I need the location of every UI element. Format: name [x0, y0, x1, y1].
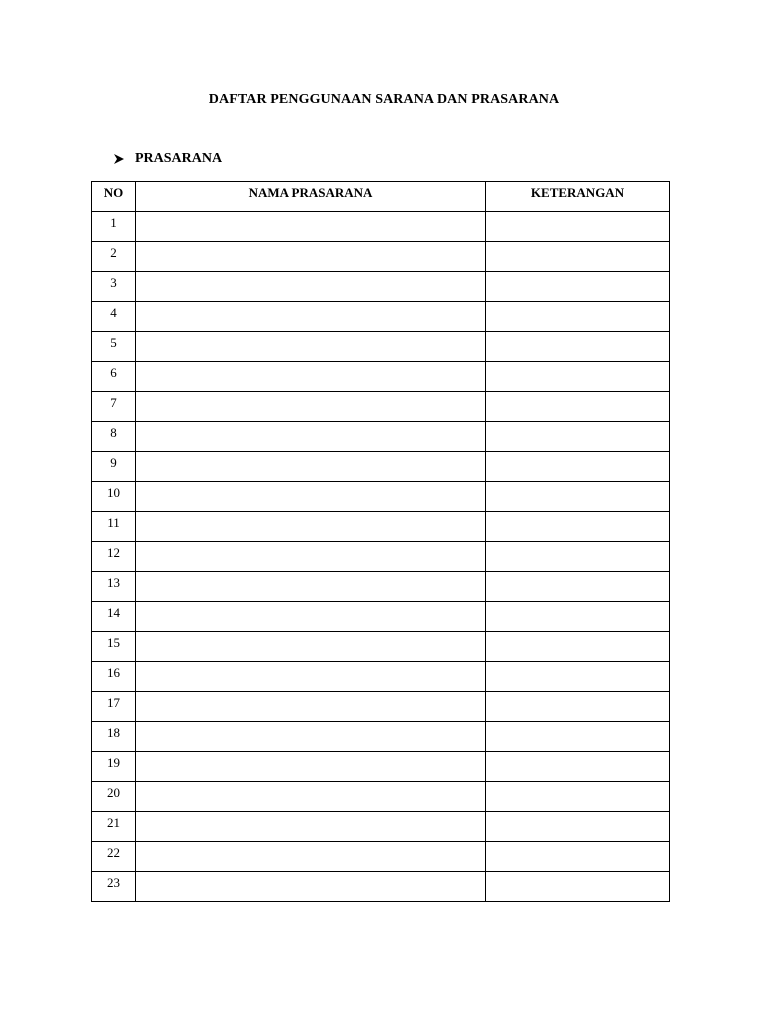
keterangan-cell[interactable] [486, 602, 670, 632]
keterangan-cell[interactable] [486, 392, 670, 422]
page-title: DAFTAR PENGGUNAAN SARANA DAN PRASARANA [208, 92, 560, 107]
nama-prasarana-cell[interactable] [136, 422, 486, 452]
table-row [92, 452, 670, 482]
table-row [92, 212, 670, 242]
nama-prasarana-cell[interactable] [136, 692, 486, 722]
row-number-cell: 9 [92, 452, 136, 482]
row-number-cell: 2 [92, 242, 136, 272]
keterangan-cell[interactable] [486, 812, 670, 842]
row-number-cell: 19 [92, 752, 136, 782]
nama-prasarana-cell[interactable] [136, 872, 486, 902]
nama-prasarana-cell[interactable] [136, 812, 486, 842]
table-row [92, 782, 670, 812]
nama-prasarana-cell[interactable] [136, 542, 486, 572]
nama-prasarana-cell[interactable] [136, 242, 486, 272]
row-number-cell: 18 [92, 722, 136, 752]
table-row [92, 812, 670, 842]
column-header-keterangan: KETERANGAN [486, 182, 670, 212]
keterangan-cell[interactable] [486, 782, 670, 812]
keterangan-cell[interactable] [486, 212, 670, 242]
table-row [92, 662, 670, 692]
nama-prasarana-cell[interactable] [136, 842, 486, 872]
row-number-cell: 10 [92, 482, 136, 512]
keterangan-cell[interactable] [486, 632, 670, 662]
table-row [92, 422, 670, 452]
row-number-cell: 20 [92, 782, 136, 812]
table-row [92, 482, 670, 512]
keterangan-cell[interactable] [486, 452, 670, 482]
nama-prasarana-cell[interactable] [136, 362, 486, 392]
row-number-cell: 16 [92, 662, 136, 692]
table-row [92, 692, 670, 722]
table-row [92, 602, 670, 632]
row-number-cell: 22 [92, 842, 136, 872]
column-header-no: NO [92, 182, 136, 212]
keterangan-cell[interactable] [486, 422, 670, 452]
row-number-cell: 11 [92, 512, 136, 542]
table-row [92, 272, 670, 302]
keterangan-cell[interactable] [486, 362, 670, 392]
keterangan-cell[interactable] [486, 872, 670, 902]
row-number-cell: 4 [92, 302, 136, 332]
table-row [92, 302, 670, 332]
section-heading-label: PRASARANA [135, 151, 223, 166]
column-header-nama-prasarana: NAMA PRASARANA [136, 182, 486, 212]
section-heading [113, 151, 222, 167]
arrowhead-bullet-icon [113, 153, 125, 165]
table-row [92, 842, 670, 872]
nama-prasarana-cell[interactable] [136, 752, 486, 782]
nama-prasarana-cell[interactable] [136, 392, 486, 422]
keterangan-cell[interactable] [486, 692, 670, 722]
table-header-row [92, 182, 670, 212]
nama-prasarana-cell[interactable] [136, 662, 486, 692]
row-number-cell: 23 [92, 872, 136, 902]
row-number-cell: 3 [92, 272, 136, 302]
nama-prasarana-cell[interactable] [136, 302, 486, 332]
prasarana-table [91, 181, 670, 902]
nama-prasarana-cell[interactable] [136, 632, 486, 662]
row-number-cell: 1 [92, 212, 136, 242]
row-number-cell: 13 [92, 572, 136, 602]
nama-prasarana-cell[interactable] [136, 212, 486, 242]
nama-prasarana-cell[interactable] [136, 272, 486, 302]
table-row [92, 242, 670, 272]
table-row [92, 572, 670, 602]
row-number-cell: 12 [92, 542, 136, 572]
row-number-cell: 7 [92, 392, 136, 422]
keterangan-cell[interactable] [486, 542, 670, 572]
keterangan-cell[interactable] [486, 482, 670, 512]
table-row [92, 332, 670, 362]
row-number-cell: 15 [92, 632, 136, 662]
keterangan-cell[interactable] [486, 572, 670, 602]
row-number-cell: 8 [92, 422, 136, 452]
table-row [92, 392, 670, 422]
row-number-cell: 14 [92, 602, 136, 632]
table-row [92, 362, 670, 392]
keterangan-cell[interactable] [486, 512, 670, 542]
nama-prasarana-cell[interactable] [136, 452, 486, 482]
nama-prasarana-cell[interactable] [136, 602, 486, 632]
nama-prasarana-cell[interactable] [136, 572, 486, 602]
keterangan-cell[interactable] [486, 242, 670, 272]
nama-prasarana-cell[interactable] [136, 512, 486, 542]
table-body [92, 212, 670, 902]
table-row [92, 512, 670, 542]
row-number-cell: 17 [92, 692, 136, 722]
keterangan-cell[interactable] [486, 272, 670, 302]
keterangan-cell[interactable] [486, 722, 670, 752]
nama-prasarana-cell[interactable] [136, 782, 486, 812]
nama-prasarana-cell[interactable] [136, 332, 486, 362]
table-row [92, 872, 670, 902]
keterangan-cell[interactable] [486, 662, 670, 692]
row-number-cell: 5 [92, 332, 136, 362]
row-number-cell: 6 [92, 362, 136, 392]
keterangan-cell[interactable] [486, 752, 670, 782]
table-row [92, 632, 670, 662]
nama-prasarana-cell[interactable] [136, 722, 486, 752]
table-row [92, 542, 670, 572]
keterangan-cell[interactable] [486, 302, 670, 332]
nama-prasarana-cell[interactable] [136, 482, 486, 512]
keterangan-cell[interactable] [486, 332, 670, 362]
row-number-cell: 21 [92, 812, 136, 842]
table-row [92, 752, 670, 782]
keterangan-cell[interactable] [486, 842, 670, 872]
table-row [92, 722, 670, 752]
